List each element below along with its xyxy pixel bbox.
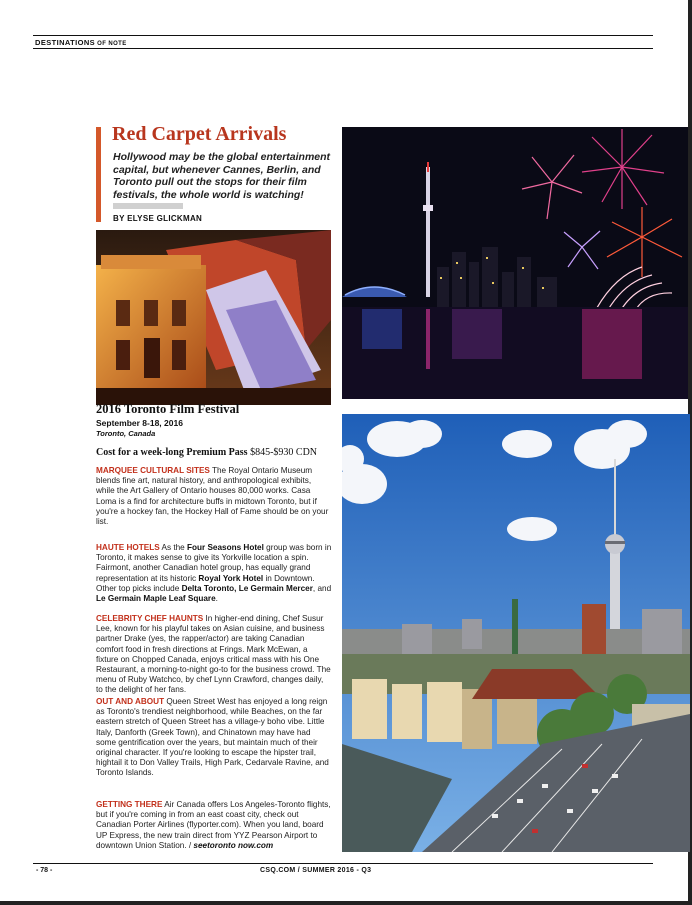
premium-pass-cost: Cost for a week-long Premium Pass $845-$930 CDN	[96, 447, 318, 458]
section-chef-haunts: CELEBRITY CHEF HAUNTS In higher-end dining, Chef Susur Lee, known for his playful takes on Asian cuisine, and business partner Drake (yes, the rapper/actor) are taking Canadian comfort food in fresh directions at Frings. Mark McEwan, a fixture on Chopped Canada, enjoys critical mass with his One Restaurant, a morning-to-night go-to for the business crowd. The menu of Ruby Watchco, by chef Lynn Crawford, changes daily, to the delight of her fans.	[96, 614, 331, 695]
section-out-and-about: OUT AND ABOUT Queen Street West has enjoyed a long reign as Toronto's trendiest neighborhood, while Beaches, on the far eastern stretch of Queen Street has a village-y boho vibe. Little Italy, Danforth (Greek Town), and Chinatown may have had some gentrification over the years, but maintain much of their original character. If you're looking to escape the hipster trail, hightail it to Don Valley Trails, High Park, Cedarvale Ravine, and Toronto Islands.	[96, 697, 329, 778]
divider-bar	[113, 203, 183, 209]
festival-dates: September 8-18, 2016	[96, 418, 183, 428]
byline: BY ELYSE GLICKMAN	[113, 214, 203, 223]
photo-toronto-skyline-fireworks	[342, 127, 688, 399]
page-edge-shadow-bottom	[0, 901, 692, 905]
title-accent-bar	[96, 127, 101, 222]
section-label: DESTINATIONS OF NOTE	[35, 38, 127, 47]
website-link[interactable]: seetoronto now.com	[193, 840, 274, 850]
festival-title: 2016 Toronto Film Festival	[96, 402, 240, 416]
page-number: - 78 -	[36, 867, 53, 874]
header-rule-top	[33, 35, 653, 36]
photo-royal-ontario-museum	[96, 230, 331, 405]
footer-rule	[33, 863, 653, 864]
section-getting-there: GETTING THERE Air Canada offers Los Angeles-Toronto flights, but if you're coming in from an east coast city, check out Canadian Porter Airlines (flyporter.com). When you land, board UP Express, the new train direct from YYZ Pearson Airport to downtown Union Station. / seetoronto now.com	[96, 800, 331, 850]
section-cultural-sites: MARQUEE CULTURAL SITES The Royal Ontario Museum blends fine art, natural history, and anthropological exhibits, while the Art Gallery of Ontario houses 80,000 works. Casa Loma is a find for architecture buffs in midtown Toronto, but if you're a hockey fan, the Hockey Hall of Fame should be on your list.	[96, 466, 329, 527]
festival-location: Toronto, Canada	[96, 429, 156, 438]
footer-text: CSQ.COM / SUMMER 2016 - Q3	[260, 867, 372, 874]
festival-info	[96, 402, 332, 438]
photo-berlin-tv-tower	[342, 414, 690, 852]
article-dek: Hollywood may be the global entertainment capital, but whenever Cannes, Berlin, and Toronto pull out the stops for their film festivals, the whole world is watching!	[113, 151, 331, 201]
section-haute-hotels: HAUTE HOTELS As the Four Seasons Hotel group was born in Toronto, it makes sense to give its Yorkville location a spin. Fairmont, another Canadian hotel group, has equally grand representation at its historic Royal York Hotel in Downtown. Other top picks include Delta Toronto, Le Germain Mercer, and Le Germain Maple Leaf Square.	[96, 543, 332, 604]
header-rule-bottom	[33, 48, 653, 49]
article-title: Red Carpet Arrivals	[112, 123, 287, 145]
